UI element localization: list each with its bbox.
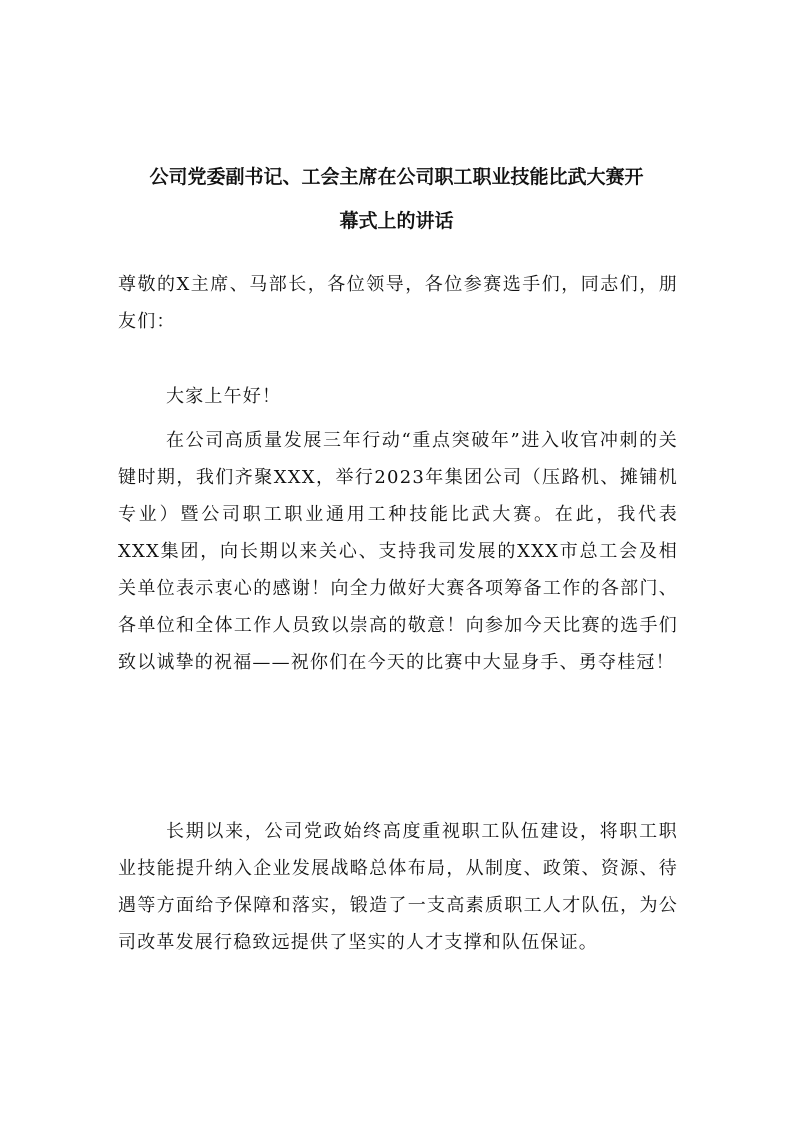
body-paragraph-1: 在公司高质量发展三年行动“重点突破年”进入收官冲刺的关键时期，我们齐聚XXX，举行2023年集团公司（压路机、摊铺机专业）暨公司职工职业通用工种技能比武大赛。在此，我代表XXX集团，向长期以来关心、支持我司发展的XXX市总工会及相关单位表示衷心的感谢！向全力做好大赛各项筹备工作的各部门、各单位和全体工作人员致以崇高的敬意！向参加今天比赛的选手们致以诚挚的祝福——祝你们在今天的比赛中大显身手、勇夺桂冠！ bbox=[118, 430, 678, 673]
greeting-paragraph: 大家上午好！ bbox=[166, 386, 282, 407]
body-paragraph-2: 长期以来，公司党政始终高度重视职工队伍建设，将职工职业技能提升纳入企业发展战略总体布局，从制度、政策、资源、待遇等方面给予保障和落实，锻造了一支高素质职工人才队伍，为公司改革发展行稳致远提供了坚实的人才支撑和队伍保证。 bbox=[118, 821, 678, 953]
salutation-paragraph: 尊敬的X主席、马部长，各位领导，各位参赛选手们，同志们，朋友们： bbox=[118, 274, 678, 332]
document-title-line-1: 公司党委副书记、工会主席在公司职工职业技能比武大赛开 bbox=[149, 166, 644, 188]
document-title-line-2: 幕式上的讲话 bbox=[339, 210, 454, 232]
